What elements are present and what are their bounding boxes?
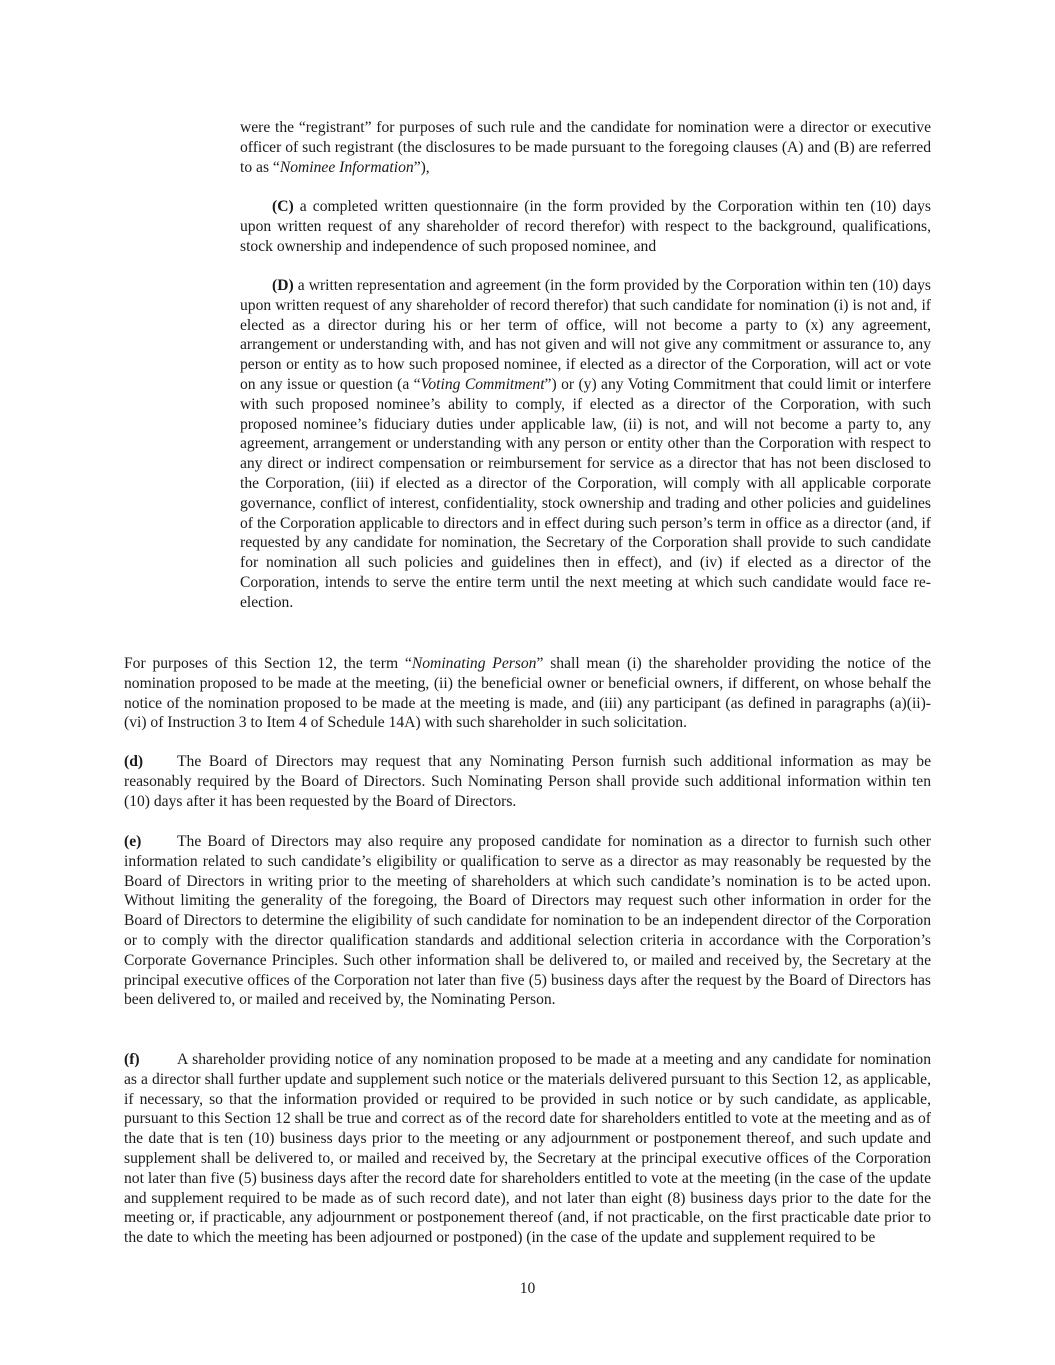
paragraph-text: The Board of Directors may request that any Nominating Person furnish such additional information as may be reasonably required by the Board of Directors. Such Nominating Person shall provide such additional information within ten (10) days after it has been requested by the Board of Directors. bbox=[124, 753, 931, 810]
item-label-c: (C) bbox=[272, 198, 294, 215]
item-label-d-upper: (D) bbox=[272, 277, 294, 294]
paragraph-text: a completed written questionnaire (in the form provided by the Corporation within ten (10) days upon written request of any shareholder of record therefor) with respect to the background, qualifications, stock ownership and independence of such proposed nominee, and bbox=[240, 198, 931, 255]
paragraph-text: For purposes of this Section 12, the term “ bbox=[124, 655, 412, 672]
page-number: 10 bbox=[519, 1280, 536, 1297]
section-label-e: (e) bbox=[124, 833, 142, 850]
section-label-d: (d) bbox=[124, 753, 144, 770]
defined-term-nominee-information: Nominee Information bbox=[279, 158, 414, 176]
paragraph-nominating-person-definition bbox=[124, 654, 931, 733]
paragraph-section-d bbox=[124, 752, 931, 811]
paragraph-section-e bbox=[124, 832, 931, 1010]
paragraph-section-f bbox=[124, 1050, 931, 1248]
paragraph-text: a written representation and agreement (in the form provided by the Corporation within ten (10) days upon written request of any shareholder of record therefor) that such candidate for nomination (i) is not and, if elected as a director during his or her term of office, will not become a party to (x) any agreement, arrangement or understanding with, and has not given and will not give any commitment or assurance to, any person or entity as to how such proposed nominee, if elected as a director of the Corporation, will act or vote on any issue or question (a “ bbox=[240, 277, 931, 393]
paragraph-text: The Board of Directors may also require any proposed candidate for nomination as a director to furnish such other information related to such candidate’s eligibility or qualification to serve as a director as may reasonably be requested by the Board of Directors in writing prior to the meeting of shareholders at which such candidate’s nomination is to be acted upon. Without limiting the generality of the foregoing, the Board of Directors may request such other information in order for the Board of Directors to determine the eligibility of such candidate for nomination to be an independent director of the Corporation or to comply with the director qualification standards and additional selection criteria in accordance with the Corporation’s Corporate Governance Principles. Such other information shall be delivered to, or mailed and received by, the Secretary at the principal executive offices of the Corporation not later than five (5) business days after the request by the Board of Directors has been delivered to, or mailed and received by, the Nominating Person. bbox=[124, 833, 931, 1009]
paragraph-text: ” shall mean (i) the shareholder providing the notice of the nomination proposed to be made at the meeting, (ii) the beneficial owner or beneficial owners, if different, on whose behalf the notice of the nomination proposed to be made at the meeting is made, and (iii) any participant (as defined in paragraphs (a)(ii)-(vi) of Instruction 3 to Item 4 of Schedule 14A) with such shareholder in such solicitation. bbox=[124, 655, 931, 732]
paragraph-text: ”), bbox=[413, 158, 430, 176]
paragraph-text: ”) or (y) any Voting Commitment that could limit or interfere with such proposed nominee’s ability to comply, if elected as a director of the Corporation, with such proposed nominee’s fiduciary duties under applicable law, (ii) is not, and will not become a party to, any agreement, arrangement or understanding with any person or entity other than the Corporation with respect to any direct or indirect compensation or reimbursement for service as a director that has not been disclosed to the Corporation, (iii) if elected as a director of the Corporation, will comply with all applicable corporate governance, conflict of interest, confidentiality, stock ownership and trading and other policies and guidelines of the Corporation applicable to directors and in effect during such person’s term in office as a director (and, if requested by any candidate for nomination, the Secretary of the Corporation shall provide to such candidate for nomination all such policies and guidelines then in effect), and (iv) if elected as a director of the Corporation, intends to serve the entire term until the next meeting at which such candidate would face re-election. bbox=[240, 375, 931, 611]
paragraph-text: were the “registrant” for purposes of such rule and the candidate for nomination were a director or executive officer of such registrant (the disclosures to be made pursuant to the foregoing clauses (A) and (B) are referred to as “ bbox=[240, 119, 931, 176]
defined-term-nominating-person: Nominating Person bbox=[411, 655, 537, 672]
paragraph-nominee-information bbox=[240, 118, 931, 177]
paragraph-text: A shareholder providing notice of any nomination proposed to be made at a meeting and any candidate for nomination as a director shall further update and supplement such notice or the materials delivered pursuant to this Section 12, as applicable, if necessary, so that the information provided or required to be provided in such notice or by such candidate, as applicable, pursuant to this Section 12 shall be true and correct as of the record date for shareholders entitled to vote at the meeting and as of the date that is ten (10) business days prior to the meeting or any adjournment or postponement thereof, and such update and supplement shall be delivered to, or mailed and received by, the Secretary at the principal executive offices of the Corporation not later than five (5) business days after the record date for shareholders entitled to vote at the meeting (in the case of the update and supplement required to be made as of such record date), and not later than eight (8) business days prior to the date for the meeting or, if practicable, any adjournment or postponement thereof (and, if not practicable, on the first practicable date prior to the date to which the meeting has been adjourned or postponed) (in the case of the update and supplement required to be bbox=[124, 1051, 931, 1247]
paragraph-item-d-upper bbox=[240, 276, 931, 613]
defined-term-voting-commitment: Voting Commitment bbox=[420, 375, 545, 393]
paragraph-item-c bbox=[240, 197, 931, 256]
section-label-f: (f) bbox=[124, 1051, 140, 1068]
